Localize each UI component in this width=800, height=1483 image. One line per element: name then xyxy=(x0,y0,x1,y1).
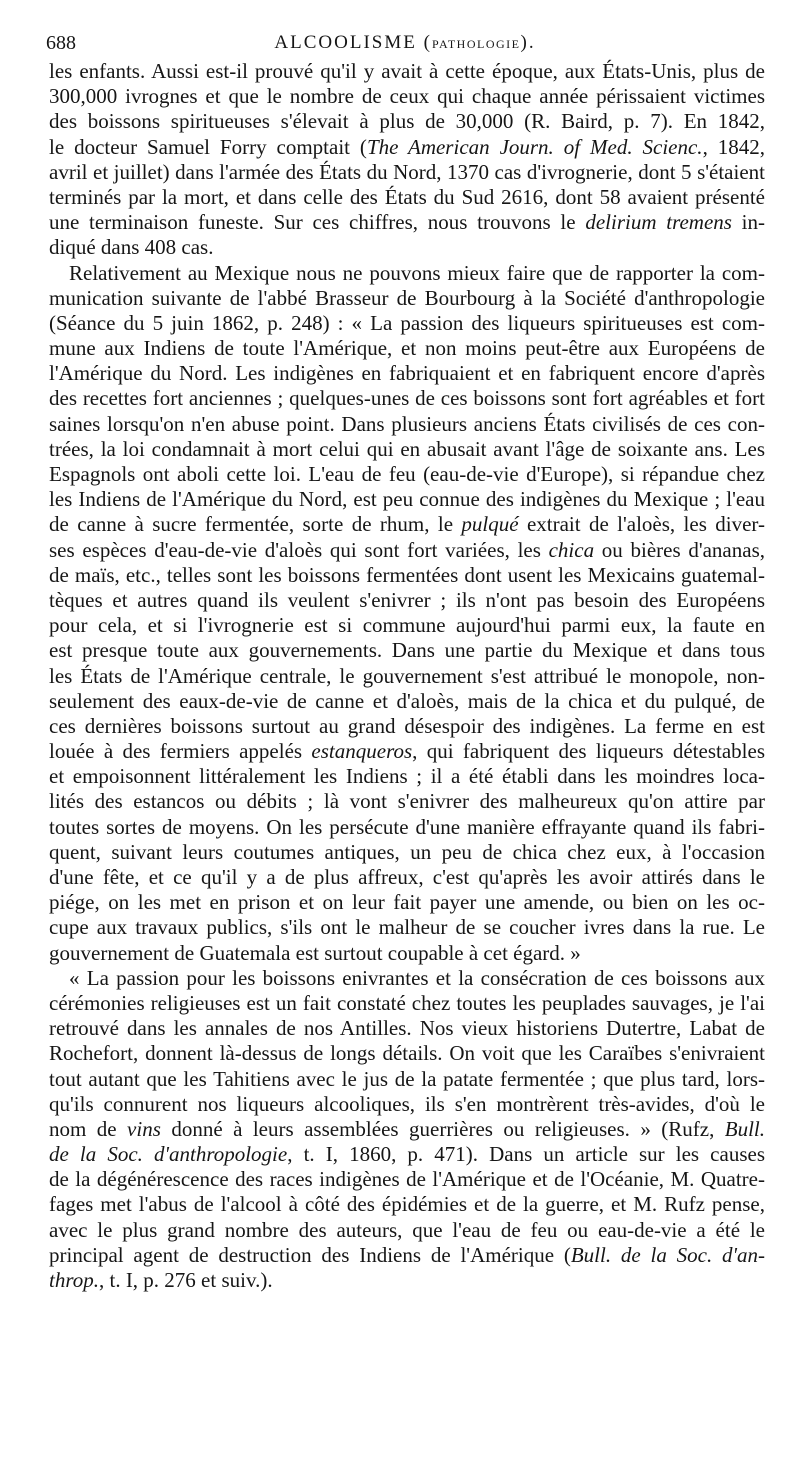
italic-text: de la Soc. d'anthropologie xyxy=(49,1142,288,1167)
text-run: donné à leurs assemblées guerrières ou religieuses. » (Rufz, xyxy=(160,1116,725,1141)
text-run: de la dégénérescence des races indigènes de l'Amérique et de l'Océanie, M. Quatre- xyxy=(49,1167,765,1192)
text-run: des boissons spiritueuses s'élevait à plus de 30,000 (R. Baird, p. 7). En 1842, xyxy=(49,109,765,134)
text-line xyxy=(49,1016,765,1041)
text-line xyxy=(49,336,765,361)
text-line xyxy=(49,462,765,487)
text-run: fages met l'abus de l'alcool à côté des épidémies et de la guerre, et M. Rufz pense, xyxy=(49,1192,765,1217)
text-line xyxy=(49,1092,765,1117)
italic-text: chica xyxy=(548,537,595,562)
text-line xyxy=(49,361,765,386)
text-run: louée à des fermiers appelés xyxy=(49,739,312,764)
text-run: principal agent de destruction des Indiens de l'Amérique ( xyxy=(49,1242,571,1267)
text-line xyxy=(49,789,765,814)
text-run: cérémonies religieuses est un fait constaté chez toutes les peuplades sauvages, je l'ai xyxy=(49,990,765,1015)
page-number: 688 xyxy=(46,32,76,54)
text-line xyxy=(49,1067,765,1092)
text-line xyxy=(49,739,765,764)
text-line xyxy=(49,386,765,411)
text-run: une terminaison funeste. Sur ces chiffres, nous trouvons le xyxy=(49,210,586,235)
italic-text: Bull. de la Soc. d'an- xyxy=(570,1242,765,1267)
text-run: tout autant que les Tahitiens avec le jus de la patate fermentée ; que plus tard, lors- xyxy=(49,1066,765,1091)
text-run: ou bières d'ananas, xyxy=(594,537,765,562)
text-run: avril et juillet) dans l'armée des États du Nord, 1370 cas d'ivrognerie, dont 5 s'étaient xyxy=(49,159,765,184)
text-line xyxy=(49,613,765,638)
text-line xyxy=(49,261,765,286)
text-run: tèques et autres quand ils veulent s'enivrer ; ils n'ont pas besoin des Européens xyxy=(49,587,765,612)
text-run: ses espèces d'eau-de-vie d'aloès qui sont fort variées, les xyxy=(49,537,549,562)
italic-text: Bull. xyxy=(724,1116,765,1141)
running-title xyxy=(46,28,764,59)
text-line xyxy=(49,235,765,260)
running-title-main: ALCOOLISME ( xyxy=(274,32,432,53)
text-run: , t. I, p. 276 et suiv.). xyxy=(98,1268,273,1292)
text-line xyxy=(49,915,765,940)
text-run: quent, suivant leurs coutumes antiques, un peu de chica chez eux, à l'occasion xyxy=(49,839,765,864)
text-run: , t. I, 1860, p. 471). Dans un article sur les causes xyxy=(287,1142,765,1167)
text-line xyxy=(49,714,765,739)
text-run: , qui fabriquent des liqueurs détestables xyxy=(412,739,765,764)
running-title-end: ). xyxy=(520,32,536,53)
text-line xyxy=(49,1041,765,1066)
text-line xyxy=(49,588,765,613)
text-run: saines lorsqu'on n'en abuse point. Dans plusieurs anciens États civilisés de ces con- xyxy=(49,411,765,436)
text-line xyxy=(49,512,765,537)
text-run: Rochefort, donnent là-dessus de longs détails. On voit que les Caraïbes s'enivraient xyxy=(49,1041,765,1066)
text-run: , 1842, xyxy=(702,134,765,159)
text-line xyxy=(49,991,765,1016)
text-run: cupe aux travaux publics, s'ils ont le malheur de se coucher ivres dans la rue. Le xyxy=(49,915,765,940)
text-run: diqué dans 408 cas. xyxy=(49,235,214,260)
text-run: mune aux Indiens de toute l'Amérique, et non moins peut-être aux Européens de xyxy=(49,336,765,361)
text-line xyxy=(49,185,765,210)
running-title-subtitle: PATHOLOGIE xyxy=(431,37,521,51)
text-line xyxy=(49,815,765,840)
text-line xyxy=(49,966,765,991)
text-run: les Indiens de l'Amérique du Nord, est peu connue des indigènes du Mexique ; l'eau xyxy=(49,487,765,512)
text-line xyxy=(49,311,765,336)
text-run: toutes sortes de moyens. On les persécute d'une manière effrayante quand ils fabri- xyxy=(49,814,765,839)
italic-text: pulqué xyxy=(461,512,519,537)
text-run: le docteur Samuel Forry comptait ( xyxy=(49,134,367,159)
text-line xyxy=(49,487,765,512)
text-run: ces dernières boissons surtout au grand désespoir des indigènes. La ferme en est xyxy=(49,713,765,738)
text-line xyxy=(49,1218,765,1243)
text-line xyxy=(49,84,765,109)
text-run: « La passion pour les boissons enivrantes et la consécration de ces boissons aux xyxy=(69,965,765,990)
italic-text: The American Journ. of Med. Scienc. xyxy=(366,134,703,159)
text-run: qu'ils connurent nos liqueurs alcooliques, ils s'en montrèrent très-avides, d'où le xyxy=(49,1091,765,1116)
text-run: avec le plus grand nombre des auteurs, que l'eau de feu ou eau-de-vie a été le xyxy=(49,1217,765,1242)
text-run: 300,000 ivrognes et que le nombre de ceux qui chaque année périssaient victimes xyxy=(49,84,765,109)
text-line xyxy=(49,160,765,185)
text-line xyxy=(49,1243,765,1268)
italic-text: estanqueros xyxy=(311,739,413,764)
text-line xyxy=(49,135,765,160)
text-line xyxy=(49,109,765,134)
text-line xyxy=(49,1167,765,1192)
text-run: les enfants. Aussi est-il prouvé qu'il y avait à cette époque, aux États-Unis, plus de xyxy=(49,59,765,83)
text-run: et empoisonnent littéralement les Indiens ; il a été établi dans les moindres loca- xyxy=(49,764,765,789)
text-line xyxy=(49,1268,765,1293)
text-line xyxy=(49,563,765,588)
text-run: lités des estancos ou débits ; là vont s'enivrer des malheureux qu'on attire par xyxy=(49,789,765,814)
text-line xyxy=(49,437,765,462)
text-run: seulement des eaux-de-vie de canne et d'aloès, mais de la chica et du pulqué, de xyxy=(49,688,765,713)
running-head xyxy=(46,28,764,58)
text-line xyxy=(49,538,765,563)
text-line xyxy=(49,840,765,865)
text-run: (Séance du 5 juin 1862, p. 248) : « La passion des liqueurs spiritueuses est com- xyxy=(49,310,765,335)
text-run: est presque toute aux gouvernements. Dans une partie du Mexique et dans tous xyxy=(49,638,765,663)
text-run: de maïs, etc., telles sont les boissons fermentées dont usent les Mexicains guatemal- xyxy=(49,562,765,587)
italic-text: throp. xyxy=(49,1268,99,1292)
text-run: in- xyxy=(731,210,765,235)
text-line xyxy=(49,689,765,714)
text-line xyxy=(49,638,765,663)
text-run: terminés par la mort, et dans celle des États du Sud 2616, dont 58 avaient présenté xyxy=(49,184,765,209)
text-run: extrait de l'aloès, les diver- xyxy=(518,512,765,537)
text-line xyxy=(49,59,765,84)
text-run: l'Amérique du Nord. Les indigènes en fabriquaient et en fabriquent encore d'après xyxy=(49,361,765,386)
text-line xyxy=(49,1142,765,1167)
text-line xyxy=(49,764,765,789)
text-run: les États de l'Amérique centrale, le gouvernement s'est attribué le monopole, non- xyxy=(49,663,765,688)
text-line xyxy=(49,941,765,966)
text-run: munication suivante de l'abbé Brasseur de Bourbourg à la Société d'anthropologie xyxy=(49,285,765,310)
italic-text: delirium tremens xyxy=(585,210,732,235)
text-line xyxy=(49,865,765,890)
text-line xyxy=(49,664,765,689)
body-text xyxy=(49,59,765,1293)
text-run: trées, la loi condamnait à mort celui qui en abusait avant l'âge de soixante ans. Les xyxy=(49,436,765,461)
text-run: retrouvé dans les annales de nos Antilles. Nos vieux historiens Dutertre, Labat de xyxy=(49,1016,765,1041)
text-line xyxy=(49,286,765,311)
text-line xyxy=(49,890,765,915)
text-line xyxy=(49,1192,765,1217)
text-run: Espagnols ont aboli cette loi. L'eau de feu (eau-de-vie d'Europe), si répandue chez xyxy=(49,462,765,486)
italic-text: vins xyxy=(127,1116,161,1141)
text-run: piége, on les met en prison et on leur fait payer une amende, ou bien on les oc- xyxy=(49,890,765,915)
text-line xyxy=(49,412,765,437)
text-run: pour cela, et si l'ivrognerie est si commune aujourd'hui parmi eux, la faute en xyxy=(49,613,765,638)
text-run: des recettes fort anciennes ; quelques-unes de ces boissons sont fort agréables et fort xyxy=(49,386,765,411)
text-run: Relativement au Mexique nous ne pouvons mieux faire que de rapporter la com- xyxy=(69,260,765,285)
text-run: gouvernement de Guatemala est surtout coupable à cet égard. » xyxy=(49,940,581,965)
text-run: d'une fête, et ce qu'il y a de plus affreux, c'est qu'après les avoir attirés dans le xyxy=(49,865,765,889)
text-run: nom de xyxy=(49,1116,128,1141)
text-line xyxy=(49,210,765,235)
text-run: de canne à sucre fermentée, sorte de rhum, le xyxy=(49,512,462,537)
text-line xyxy=(49,1117,765,1142)
